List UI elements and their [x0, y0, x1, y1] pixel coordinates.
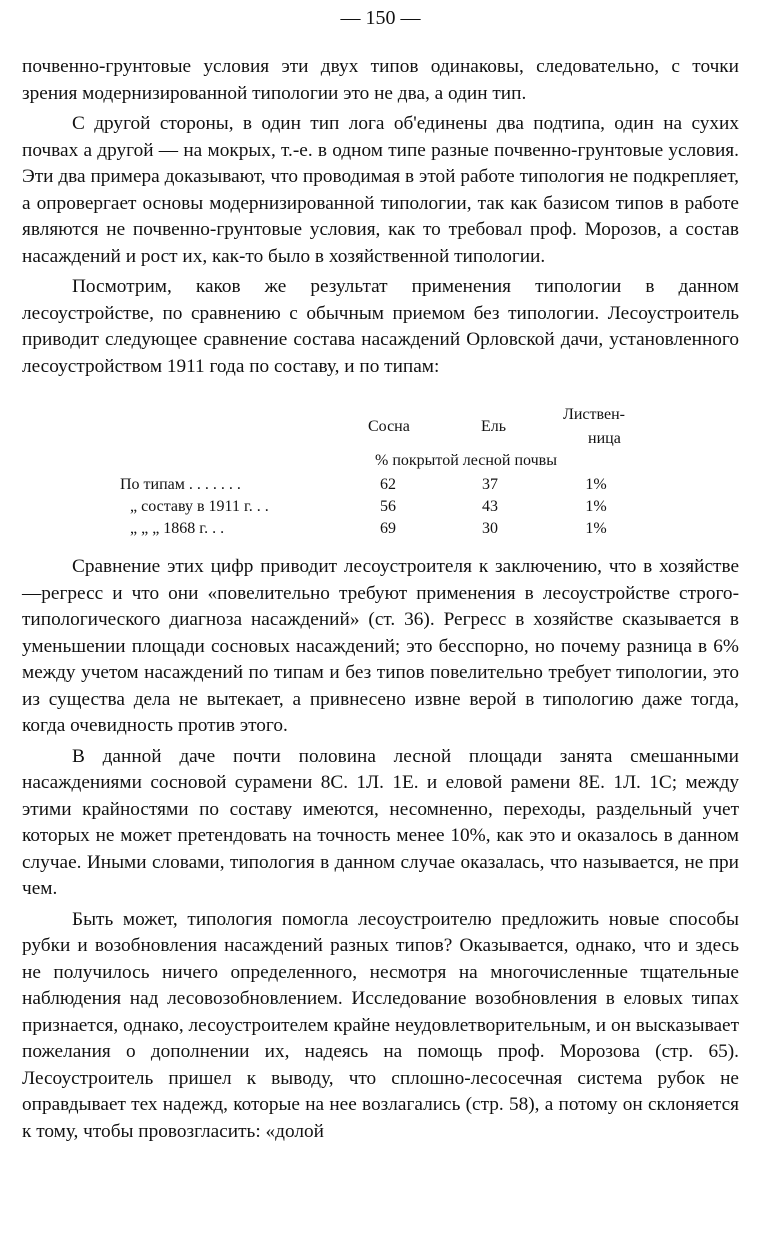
- row-value: 1%: [585, 476, 607, 493]
- paragraph-2: С другой стороны, в один тип лога об'единены два подтипа, один на сухих почвах а другой — на мокрых, т.-е. в одном типе разные почвенно-грунтовые условия. Эти два примера доказывают, что проводимая в этой работе типология не подкрепляет, а опровергает основы модернизированной типологии, так как базисом типов в работе являются не почвенно-грунтовые условия, как то требовал проф. Морозов, а состав насаждений и рост их, как-то было в хозяйственной типологии.: [22, 113, 739, 267]
- header-larch-1: Листвен-: [563, 406, 625, 423]
- paragraph-5: В данной даче почти половина лесной площади занята смешанными насаждениями сосновой сурамени 8С. 1Л. 1Е. и еловой рамени 8Е. 1Л. 1С; между этими крайностями по составу имеются, несомненно, переходы, раздельный учет которых не может претендовать на точность менее 10%, как это и оказалось в данном случае. Иными словами, типология в данном случае оказалась, что называется, не при чем.: [22, 745, 739, 899]
- row-value: 1%: [585, 520, 607, 537]
- table-subheader: % покрытой лесной почвы: [375, 452, 557, 469]
- header-pine: Сосна: [368, 418, 410, 435]
- paragraph-4: Сравнение этих цифр приводит лесоустроителя к заключению, что в хозяйстве—регресс и что они «повелительно требуют применения в лесоустройстве строго-типологического диагноза насаждений» (ст. 36). Регресс в хозяйстве сказывается в уменьшении площади сосновых насаждений; это бесспорно, но почему разница в 6% между учетом насаждений по типам и без типов повелительно требует типологии, это из существа дела не вытекает, а привнесено извне верой в типологию даже тогда, когда очевидность против этого.: [22, 556, 739, 736]
- paragraph-3: Посмотрим, каков же результат применения типологии в данном лесоустройстве, по сравнению с обычным приемом без типологии. Лесоустроитель приводит следующее сравнение состава насаждений Орловской дачи, установленного лесоустройством 1911 года по составу, и по типам:: [22, 276, 739, 377]
- page-number: — 150 —: [340, 7, 421, 29]
- row-label: „ „ „ 1868 г. . .: [130, 520, 225, 537]
- row-label: По типам . . . . . . .: [120, 476, 241, 493]
- row-value: 56: [380, 498, 396, 515]
- row-value: 69: [380, 520, 396, 537]
- paragraph-1: почвенно-грунтовые условия эти двух типов одинаковы, следовательно, с точки зрения модернизированной типологии это не два, а один тип.: [22, 56, 739, 104]
- row-value: 30: [482, 520, 498, 537]
- row-value: 62: [380, 476, 396, 493]
- row-value: 37: [482, 476, 498, 493]
- row-value: 1%: [585, 498, 607, 515]
- row-label: „ составу в 1911 г. . .: [130, 498, 269, 515]
- row-value: 43: [482, 498, 498, 515]
- composition-table: [22, 392, 739, 537]
- paragraph-6: Быть может, типология помогла лесоустроителю предложить новые способы рубки и возобновления насаждений разных типов? Оказывается, однако, что и здесь не получилось ничего определенного, несмотря на многочисленные тщательные наблюдения над лесовозобновлением. Исследование возобновления в еловых типах признается, однако, лесоустроителем крайне неудовлетворительным, и он высказывает пожелания о дополнении их, надеясь на помощь проф. Морозова (стр. 65). Лесоустроитель пришел к выводу, что сплошно-лесосечная система рубок не оправдывает тех надежд, которые на нее возлагались (стр. 58), а потому он склоняется к тому, чтобы провозгласить: «долой: [22, 908, 739, 1142]
- header-larch-2: ница: [588, 430, 621, 447]
- header-spruce: Ель: [481, 418, 507, 435]
